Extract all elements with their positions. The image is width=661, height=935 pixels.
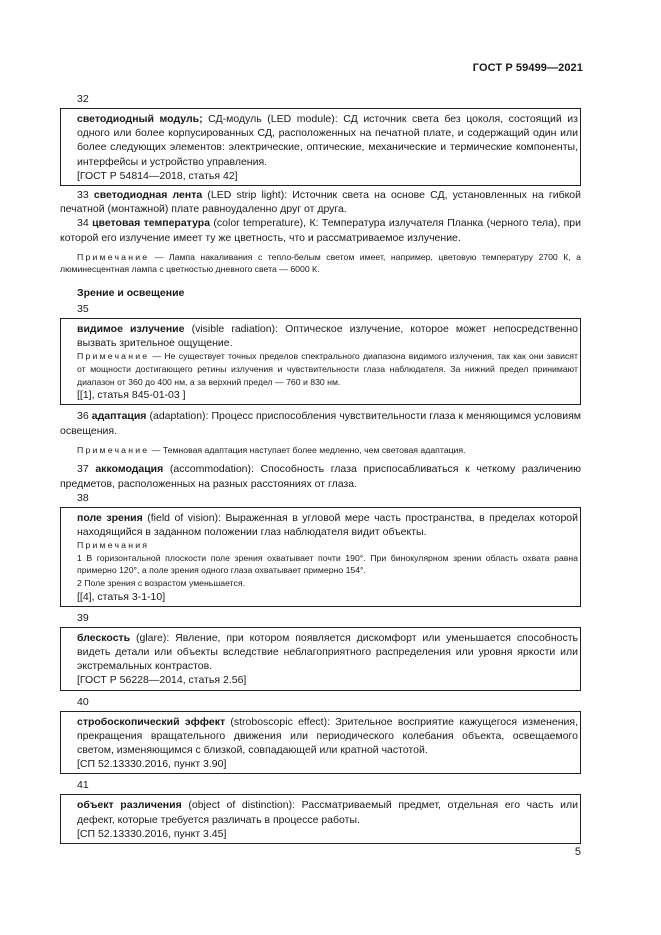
entry-number-39: 39 <box>77 611 89 624</box>
term-source-40: [СП 52.13330.2016, пункт 3.90] <box>77 758 227 771</box>
note-label-34: Примечание <box>77 251 150 262</box>
term-name-34: цветовая температура <box>92 217 211 230</box>
term-definition-41 <box>77 798 578 826</box>
term-text-40: (stroboscopic effect): Зрительное восприятие кажущегося изменения, прекращения вращательного движения или периодического колебания объекта, освещаемого светом, изменяющимся с близкой, совпадающей или кратной частотой. <box>77 715 578 757</box>
term-text-32: СД-модуль (LED module): СД источник света без цоколя, состоящий из одного или более корпусированных СД, расположенных на печатной плате, и содержащий один или более следующих элементов: электрические, оптические, механические и термические компоненты, интерфейсы и устройство управления. <box>77 113 578 168</box>
term-name-37: аккомодация <box>95 463 164 476</box>
term-box-41 <box>60 794 581 844</box>
term-text-41: (object of distinction): Рассматриваемый предмет, отдельная его часть или дефект, которые требуется различать в процессе работы. <box>77 799 578 826</box>
note-text-36: — Темновая адаптация наступает более медленно, чем световая адаптация. <box>149 444 466 455</box>
term-box-38 <box>60 507 581 607</box>
term-name-40: стробоскопический эффект <box>77 715 226 728</box>
term-paragraph-37 <box>60 462 581 490</box>
note-text-35: — Не существует точных пределов спектрального диапазона видимого излучения, так как они зависят от мощности достигающего ретины излучения и чувствительности глаза наблюдателя. За нижний предел принимают диапазон от 360 до 400 нм, а за верхний предел — 760 и 830 нм. <box>77 351 578 387</box>
entry-number-32: 32 <box>77 93 89 105</box>
term-definition-35 <box>77 322 578 350</box>
term-name-33: светодиодная лента <box>93 189 203 202</box>
term-source-38: [[4], статья 3-1-10] <box>77 590 166 603</box>
entry-number-35: 35 <box>77 303 89 316</box>
entry-number-33: 33 <box>77 189 89 202</box>
note-1-38: 1 В горизонтальной плоскости поле зрения охватывает почти 190°. При бинокулярном зрении область охвата равна примерно 120°, а поле зрения одного глаза охватывает примерно 154°. <box>77 552 578 576</box>
page-number: 5 <box>574 846 581 858</box>
document-header-code: ГОСТ Р 59499—2021 <box>472 62 583 74</box>
term-paragraph-34 <box>60 216 581 244</box>
note-label-35: Примечание <box>77 351 150 362</box>
term-text-38: (field of vision): Выраженная в угловой мере часть пространства, в пределах которой находящийся в заданном положении глаз наблюдателя видит объекты. <box>77 511 579 539</box>
term-name-35: видимое излучение <box>77 323 185 336</box>
term-name-38: поле зрения <box>77 511 143 524</box>
term-box-40 <box>60 711 581 775</box>
term-text-36: (adaptation): Процесс приспособления чувствительности глаза к меняющимся условиям освещения. <box>60 410 581 437</box>
entry-number-41: 41 <box>77 779 89 792</box>
term-source-32: [ГОСТ Р 54814—2018, статья 42] <box>77 169 238 182</box>
entry-number-38: 38 <box>77 491 89 504</box>
term-source-41: [СП 52.13330.2016, пункт 3.45] <box>77 827 227 840</box>
note-label-36: Примечание <box>77 444 150 455</box>
notes-label-text-38: Примечания <box>77 540 150 551</box>
note-35 <box>77 350 578 388</box>
term-name-32: светодиодный модуль; <box>77 113 203 125</box>
term-box-32 <box>60 108 581 186</box>
term-name-36: адаптация <box>91 410 147 423</box>
term-definition-40 <box>77 715 578 758</box>
term-definition-38 <box>77 511 578 539</box>
term-source-39: [ГОСТ Р 56228—2014, статья 2.56] <box>77 674 247 687</box>
notes-label-38 <box>77 539 578 552</box>
note-34 <box>60 251 581 276</box>
term-text-33: (LED strip light): Источник света на основе СД, установленных на гибкой печатной (монтажной) плате равноудаленно друг от друга. <box>60 189 582 216</box>
note-2-38: 2 Поле зрения с возрастом уменьшается. <box>77 578 246 588</box>
term-box-39 <box>60 627 581 691</box>
note-36 <box>60 444 581 457</box>
term-text-35: (visible radiation): Оптическое излучение, которое может непосредственно вызвать зрительное ощущение. <box>77 323 578 350</box>
term-name-39: блескость <box>77 631 131 644</box>
entry-number-37: 37 <box>77 463 89 476</box>
term-definition-39 <box>77 631 578 674</box>
term-box-35 <box>60 318 581 405</box>
term-definition-32 <box>77 112 578 169</box>
term-paragraph-36 <box>60 409 581 437</box>
entry-number-36: 36 <box>77 410 89 423</box>
term-paragraph-33 <box>60 188 581 216</box>
term-text-34: (color temperature), К: Температура излучателя Планка (черного тела), при которой его излучение имеет ту же цветность, что и рассматриваемое излучение. <box>60 217 582 244</box>
section-title: Зрение и освещение <box>77 287 185 300</box>
entry-number-40: 40 <box>77 695 89 708</box>
entry-number-34: 34 <box>77 217 89 230</box>
term-name-41: объект различения <box>77 799 182 812</box>
note-text-34: — Лампа накаливания с тепло-белым светом имеет, например, цветовую температуру 2700 К, а люминесцентная лампа с цветностью дневного света — 6000 К. <box>60 251 581 275</box>
term-text-39: (glare): Явление, при котором появляется дискомфорт или уменьшается способность видеть детали или объекты вследствие неблагоприятного распределения или уровня яркости или экстремальных контрастов. <box>77 631 578 673</box>
terms-content <box>60 92 581 846</box>
term-text-37: (accommodation): Способность глаза приспосабливаться к четкому различению предметов, расположенных на разных расстояниях от глаза. <box>60 463 581 490</box>
term-source-35: [[1], статья 845-01-03 ] <box>77 389 186 402</box>
